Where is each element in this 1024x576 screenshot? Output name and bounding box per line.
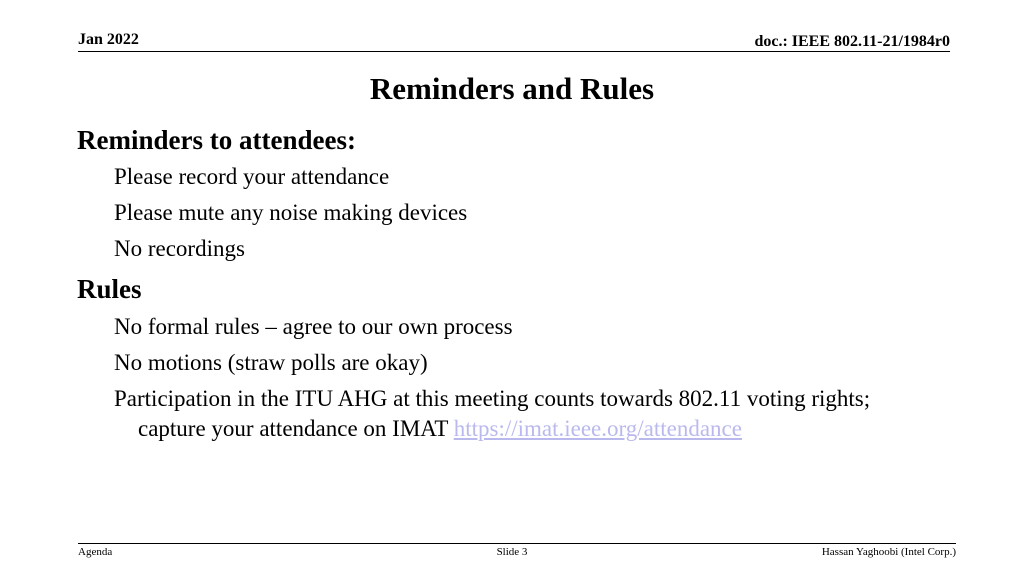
header-divider <box>78 51 950 52</box>
bullet-mute-devices: Please mute any noise making devices <box>114 200 468 225</box>
section-heading-reminders: Reminders to attendees: <box>77 125 356 155</box>
header-doc-id: doc.: IEEE 802.11-21/1984r0 <box>754 33 950 50</box>
slide-title: Reminders and Rules <box>369 71 655 106</box>
bullet-no-recordings: No recordings <box>114 236 245 261</box>
bullet-record-attendance: Please record your attendance <box>114 164 390 189</box>
section-heading-rules: Rules <box>77 274 142 304</box>
footer-left: Agenda <box>78 546 113 558</box>
bullet-no-motions: No motions (straw polls are okay) <box>114 350 428 375</box>
footer-author: Hassan Yaghoobi (Intel Corp.) <box>821 546 956 558</box>
imat-attendance-link[interactable]: https://imat.ieee.org/attendance <box>453 416 742 441</box>
bullet-participation-text: Participation in the ITU AHG at this meeting counts towards 802.11 voting rights; capture your attendance on IMAT <box>114 386 871 441</box>
bullet-no-formal-rules: No formal rules – agree to our own process <box>114 314 513 339</box>
bullet-participation <box>114 384 928 444</box>
footer-divider <box>78 543 956 544</box>
header-date: Jan 2022 <box>78 31 139 48</box>
footer-slide-number: Slide 3 <box>496 546 528 558</box>
